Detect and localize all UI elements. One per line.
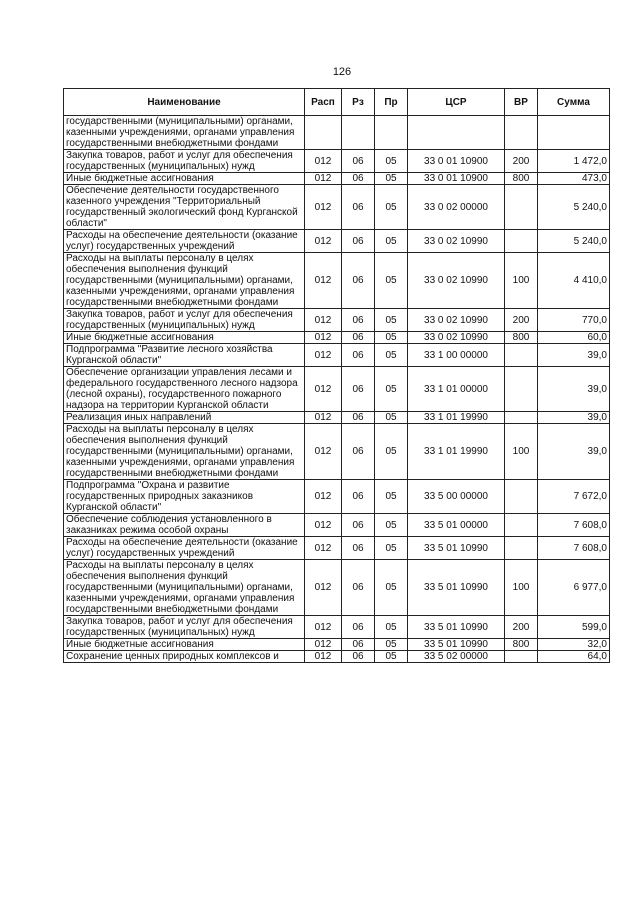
row-csr-cell: 33 1 01 19990 (408, 412, 505, 424)
row-csr-cell: 33 0 02 10990 (408, 230, 505, 253)
row-rz-cell: 06 (342, 412, 375, 424)
table-row (64, 367, 610, 412)
table-row (64, 253, 610, 309)
row-name-cell: Закупка товаров, работ и услуг для обеспечения государственных (муниципальных) нужд (64, 150, 305, 173)
table-row (64, 651, 610, 663)
row-csr-cell: 33 5 00 00000 (408, 480, 505, 514)
row-vr-cell: 100 (505, 253, 538, 309)
row-rz-cell: 06 (342, 616, 375, 639)
table-row (64, 616, 610, 639)
row-pr-cell: 05 (375, 480, 408, 514)
row-csr-cell: 33 5 01 00000 (408, 514, 505, 537)
row-rz-cell: 06 (342, 424, 375, 480)
row-name-cell: Подпрограмма "Охрана и развитие государственных природных заказников Курганской области" (64, 480, 305, 514)
row-vr-cell: 200 (505, 150, 538, 173)
row-rz-cell: 06 (342, 309, 375, 332)
row-sum-cell: 5 240,0 (538, 185, 610, 230)
row-sum-cell: 32,0 (538, 639, 610, 651)
row-rz-cell: 06 (342, 367, 375, 412)
row-sum-cell: 39,0 (538, 424, 610, 480)
row-rz-cell: 06 (342, 344, 375, 367)
row-rasp-cell: 012 (305, 309, 342, 332)
row-pr-cell: 05 (375, 616, 408, 639)
row-pr-cell: 05 (375, 639, 408, 651)
row-rz-cell: 06 (342, 651, 375, 663)
row-rz-cell: 06 (342, 185, 375, 230)
row-sum-cell: 5 240,0 (538, 230, 610, 253)
row-pr-cell (375, 116, 408, 150)
table-body (64, 116, 610, 663)
row-sum-cell (538, 116, 610, 150)
row-rasp-cell (305, 116, 342, 150)
row-vr-cell: 100 (505, 560, 538, 616)
header-pr: Пр (375, 89, 408, 116)
row-sum-cell: 6 977,0 (538, 560, 610, 616)
row-rasp-cell: 012 (305, 651, 342, 663)
row-pr-cell: 05 (375, 185, 408, 230)
row-rz-cell (342, 116, 375, 150)
row-csr-cell: 33 5 01 10990 (408, 537, 505, 560)
row-vr-cell (505, 480, 538, 514)
row-vr-cell: 800 (505, 639, 538, 651)
row-sum-cell: 39,0 (538, 412, 610, 424)
row-name-cell: Обеспечение организации управления лесами и федерального государственного лесного надзора (лесной охраны), государственного пожарного надзора на территории Курганской области (64, 367, 305, 412)
row-name-cell: Реализация иных направлений (64, 412, 305, 424)
row-rasp-cell: 012 (305, 424, 342, 480)
row-name-cell: Расходы на выплаты персоналу в целях обеспечения выполнения функций государственными (муниципальными) органами, казенными учреждениями, органами управления государственными внебюджетными фондами (64, 424, 305, 480)
row-rz-cell: 06 (342, 253, 375, 309)
row-name-cell: Расходы на выплаты персоналу в целях обеспечения выполнения функций государственными (муниципальными) органами, казенными учреждениями, органами управления государственными внебюджетными фондами (64, 253, 305, 309)
row-sum-cell: 7 608,0 (538, 537, 610, 560)
row-csr-cell: 33 1 00 00000 (408, 344, 505, 367)
row-rasp-cell: 012 (305, 332, 342, 344)
row-csr-cell: 33 5 01 10990 (408, 560, 505, 616)
row-name-cell: Закупка товаров, работ и услуг для обеспечения государственных (муниципальных) нужд (64, 616, 305, 639)
row-vr-cell (505, 651, 538, 663)
row-rasp-cell: 012 (305, 230, 342, 253)
row-csr-cell: 33 5 01 10990 (408, 639, 505, 651)
row-sum-cell: 60,0 (538, 332, 610, 344)
header-sum: Сумма (538, 89, 610, 116)
row-vr-cell: 800 (505, 173, 538, 185)
row-rasp-cell: 012 (305, 412, 342, 424)
row-vr-cell (505, 537, 538, 560)
table-row (64, 480, 610, 514)
row-sum-cell: 599,0 (538, 616, 610, 639)
row-name-cell: государственными (муниципальными) органами, казенными учреждениями, органами управления государственными внебюджетными фондами (64, 116, 305, 150)
row-sum-cell: 64,0 (538, 651, 610, 663)
row-sum-cell: 4 410,0 (538, 253, 610, 309)
row-rz-cell: 06 (342, 150, 375, 173)
row-vr-cell (505, 367, 538, 412)
row-name-cell: Обеспечение соблюдения установленного в заказниках режима особой охраны (64, 514, 305, 537)
row-pr-cell: 05 (375, 332, 408, 344)
header-rz: Рз (342, 89, 375, 116)
row-name-cell: Иные бюджетные ассигнования (64, 332, 305, 344)
header-csr: ЦСР (408, 89, 505, 116)
table-row (64, 150, 610, 173)
row-sum-cell: 7 672,0 (538, 480, 610, 514)
page-number: 126 (332, 66, 352, 78)
row-rz-cell: 06 (342, 537, 375, 560)
row-rz-cell: 06 (342, 173, 375, 185)
row-rasp-cell: 012 (305, 367, 342, 412)
table-row (64, 412, 610, 424)
row-csr-cell: 33 0 01 10900 (408, 173, 505, 185)
table-row (64, 639, 610, 651)
table-row (64, 424, 610, 480)
row-rz-cell: 06 (342, 230, 375, 253)
row-rz-cell: 06 (342, 480, 375, 514)
row-name-cell: Обеспечение деятельности государственного казенного учреждения "Территориальный государственный экологический фонд Курганской области" (64, 185, 305, 230)
table-row (64, 344, 610, 367)
row-name-cell: Иные бюджетные ассигнования (64, 173, 305, 185)
row-vr-cell: 200 (505, 309, 538, 332)
row-vr-cell (505, 412, 538, 424)
table-row (64, 514, 610, 537)
table-row (64, 185, 610, 230)
row-sum-cell: 770,0 (538, 309, 610, 332)
row-rz-cell: 06 (342, 639, 375, 651)
row-vr-cell: 800 (505, 332, 538, 344)
table-row (64, 560, 610, 616)
row-rasp-cell: 012 (305, 616, 342, 639)
row-vr-cell (505, 116, 538, 150)
row-name-cell: Иные бюджетные ассигнования (64, 639, 305, 651)
row-rasp-cell: 012 (305, 185, 342, 230)
row-rasp-cell: 012 (305, 253, 342, 309)
row-name-cell: Закупка товаров, работ и услуг для обеспечения государственных (муниципальных) нужд (64, 309, 305, 332)
row-csr-cell: 33 1 01 00000 (408, 367, 505, 412)
row-pr-cell: 05 (375, 173, 408, 185)
row-rz-cell: 06 (342, 332, 375, 344)
row-pr-cell: 05 (375, 253, 408, 309)
row-sum-cell: 7 608,0 (538, 514, 610, 537)
row-rz-cell: 06 (342, 560, 375, 616)
row-rasp-cell: 012 (305, 560, 342, 616)
header-name: Наименование (64, 89, 305, 116)
row-sum-cell: 39,0 (538, 344, 610, 367)
row-rasp-cell: 012 (305, 173, 342, 185)
table-row (64, 309, 610, 332)
row-pr-cell: 05 (375, 230, 408, 253)
row-vr-cell: 200 (505, 616, 538, 639)
row-rasp-cell: 012 (305, 344, 342, 367)
table-row (64, 116, 610, 150)
row-vr-cell: 100 (505, 424, 538, 480)
row-pr-cell: 05 (375, 537, 408, 560)
row-pr-cell: 05 (375, 514, 408, 537)
table-row (64, 537, 610, 560)
header-vr: ВР (505, 89, 538, 116)
row-csr-cell: 33 0 02 10990 (408, 332, 505, 344)
row-pr-cell: 05 (375, 309, 408, 332)
header-rasp: Расп (305, 89, 342, 116)
row-rz-cell: 06 (342, 514, 375, 537)
row-sum-cell: 1 472,0 (538, 150, 610, 173)
row-csr-cell: 33 1 01 19990 (408, 424, 505, 480)
row-pr-cell: 05 (375, 344, 408, 367)
row-pr-cell: 05 (375, 412, 408, 424)
table-row (64, 332, 610, 344)
row-rasp-cell: 012 (305, 537, 342, 560)
row-pr-cell: 05 (375, 367, 408, 412)
row-csr-cell: 33 0 02 10990 (408, 253, 505, 309)
row-pr-cell: 05 (375, 424, 408, 480)
row-name-cell: Расходы на обеспечение деятельности (оказание услуг) государственных учреждений (64, 230, 305, 253)
row-csr-cell: 33 5 02 00000 (408, 651, 505, 663)
row-rasp-cell: 012 (305, 639, 342, 651)
row-csr-cell (408, 116, 505, 150)
row-rasp-cell: 012 (305, 514, 342, 537)
row-name-cell: Расходы на выплаты персоналу в целях обеспечения выполнения функций государственными (муниципальными) органами, казенными учреждениями, органами управления государственными внебюджетными фондами (64, 560, 305, 616)
table-row (64, 230, 610, 253)
row-vr-cell (505, 230, 538, 253)
row-sum-cell: 39,0 (538, 367, 610, 412)
row-vr-cell (505, 514, 538, 537)
row-csr-cell: 33 0 01 10900 (408, 150, 505, 173)
row-csr-cell: 33 0 02 10990 (408, 309, 505, 332)
row-rasp-cell: 012 (305, 150, 342, 173)
row-csr-cell: 33 0 02 00000 (408, 185, 505, 230)
table-header-row (64, 89, 610, 116)
row-rasp-cell: 012 (305, 480, 342, 514)
row-name-cell: Подпрограмма "Развитие лесного хозяйства Курганской области" (64, 344, 305, 367)
row-sum-cell: 473,0 (538, 173, 610, 185)
row-vr-cell (505, 344, 538, 367)
row-name-cell: Сохранение ценных природных комплексов и (64, 651, 305, 663)
row-pr-cell: 05 (375, 560, 408, 616)
table-row (64, 173, 610, 185)
row-vr-cell (505, 185, 538, 230)
row-name-cell: Расходы на обеспечение деятельности (оказание услуг) государственных учреждений (64, 537, 305, 560)
row-csr-cell: 33 5 01 10990 (408, 616, 505, 639)
budget-table (63, 88, 610, 663)
row-pr-cell: 05 (375, 651, 408, 663)
row-pr-cell: 05 (375, 150, 408, 173)
